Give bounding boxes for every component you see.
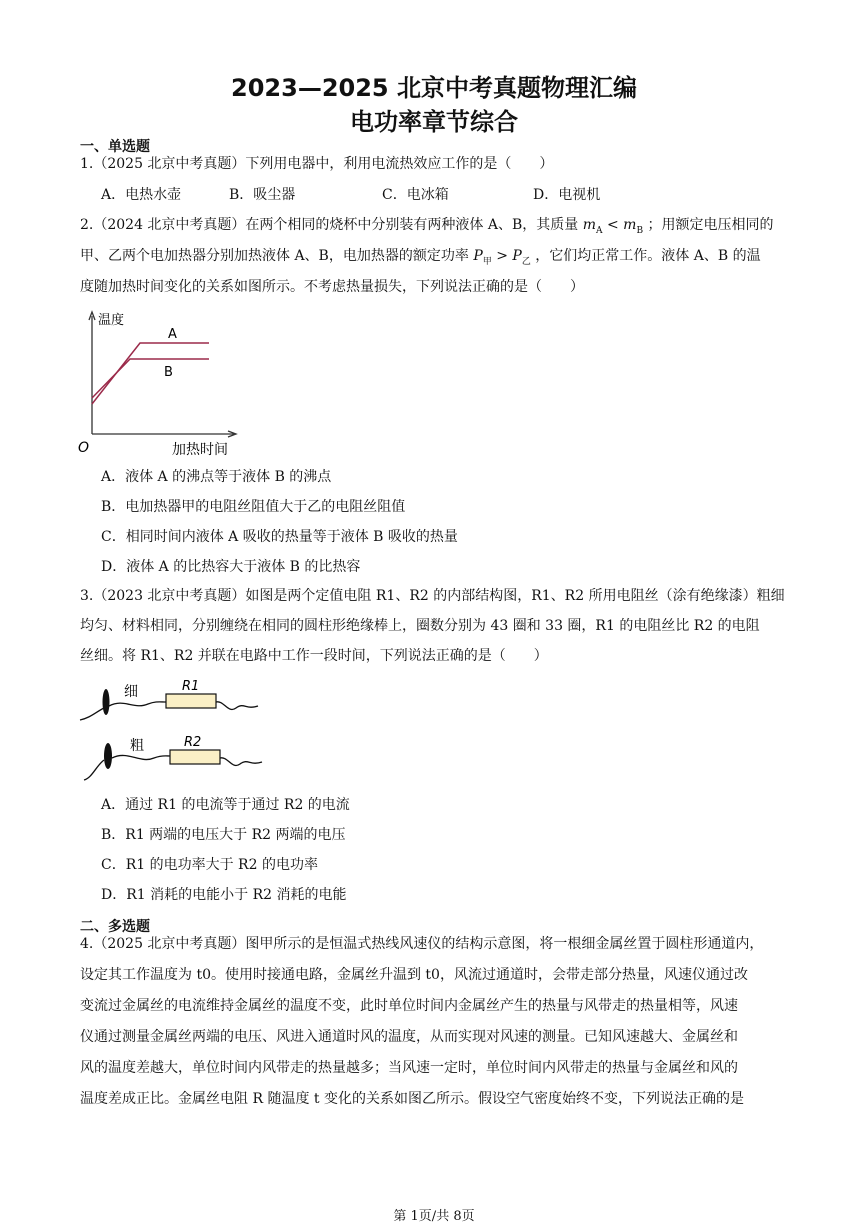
page-footer: 第 1页/共 8页 [393,1209,475,1224]
thin-label: 细 [124,684,138,700]
question-3-option-c: C．R1 的电功率大于 R2 的电功率 [101,857,318,873]
page-title-line1: 2023—2025 北京中考真题物理汇编 [231,74,637,102]
resistor-structure-figure [78,674,268,786]
question-2-line-1a: 2.（2024 北京中考真题）在两个相同的烧杯中分别装有两种液体 A、B，其质量 [80,217,579,233]
question-2-line-1b: ；用额定电压相同的 [647,217,774,233]
question-2-line-2a: 甲、乙两个电加热器分别加热液体 A、B，电加热器的额定功率 [80,248,469,264]
question-2-option-d: D．液体 A 的比热容大于液体 B 的比热容 [101,559,361,575]
question-4-line-1: 4.（2025 北京中考真题）图甲所示的是恒温式热线风速仪的结构示意图，将一根细金属丝置于圆柱形通道内， [80,936,764,952]
question-2-option-a: A．液体 A 的沸点等于液体 B 的沸点 [101,469,332,485]
question-2-option-c: C．相同时间内液体 A 吸收的热量等于液体 B 吸收的热量 [101,529,458,545]
question-3-line-3: 丝细。将 R1、R2 并联在电路中工作一段时间，下列说法正确的是（ ） [80,648,548,664]
question-2-option-b: B．电加热器甲的电阻丝阻值大于乙的电阻丝阻值 [101,499,406,515]
question-3-line-2: 均匀、材料相同，分别缠绕在相同的圆柱形绝缘棒上，圈数分别为 43 圈和 33 圈，R1 的电阻丝比 R2 的电阻 [80,618,760,634]
section-heading-single-choice: 一、单选题 [80,139,150,155]
section-heading-multi-choice: 二、多选题 [80,919,150,935]
question-2-line-2b: ，它们均正常工作。液体 A、B 的温 [535,248,761,264]
thick-label: 粗 [130,738,144,754]
graph-x-label: 加热时间 [172,442,228,458]
question-1-option-c: C．电冰箱 [382,187,449,203]
graph-label-b: B [164,365,173,380]
question-2-line-2 [80,246,792,272]
graph-y-label: 温度 [98,313,125,328]
power-relation: $P_甲 > P_乙$ [473,248,531,267]
question-3-option-a: A．通过 R1 的电流等于通过 R2 的电流 [101,797,350,813]
question-4-line-5: 风的温度差越大，单位时间内风带走的热量越多；当风速一定时，单位时间内风带走的热量与金属丝和风的 [80,1060,738,1076]
question-3-option-b: B．R1 两端的电压大于 R2 两端的电压 [101,827,346,843]
mass-relation: $m_A < m_B$ [582,217,644,236]
question-4-line-4: 仪通过测量金属丝两端的电压、风进入通道时风的温度，从而实现对风速的测量。已知风速越大、金属丝和 [80,1029,738,1045]
question-1-stem: 1.（2025 北京中考真题）下列用电器中，利用电流热效应工作的是（ ） [80,156,554,172]
question-1-option-d: D．电视机 [533,187,601,203]
question-4-line-2: 设定其工作温度为 t0。使用时接通电路，金属丝升温到 t0，风流过通道时，会带走部分热量，风速仪通过改 [80,967,748,983]
question-1-option-b: B．吸尘器 [229,187,296,203]
question-2-line-1 [80,215,792,241]
question-3-option-d: D．R1 消耗的电能小于 R2 消耗的电能 [101,887,347,903]
graph-origin: O [78,440,90,456]
graph-label-a: A [168,327,177,342]
r1-label: R1 [182,679,200,694]
question-3-line-1: 3.（2023 北京中考真题）如图是两个定值电阻 R1、R2 的内部结构图，R1、R2 所用电阻丝（涂有绝缘漆）粗细 [80,588,785,604]
question-2-line-3: 度随加热时间变化的关系如图所示。不考虑热量损失，下列说法正确的是（ ） [80,279,584,295]
question-1-option-a: A．电热水壶 [101,187,182,203]
page-title-line2: 电功率章节综合 [350,108,518,136]
temperature-time-graph [72,306,252,458]
question-4-line-3: 变流过金属丝的电流维持金属丝的温度不变，此时单位时间内金属丝产生的热量与风带走的热量相等，风速 [80,998,738,1014]
r2-label: R2 [184,735,202,750]
question-4-line-6: 温度差成正比。金属丝电阻 R 随温度 t 变化的关系如图乙所示。假设空气密度始终不变，下列说法正确的是 [80,1091,744,1107]
